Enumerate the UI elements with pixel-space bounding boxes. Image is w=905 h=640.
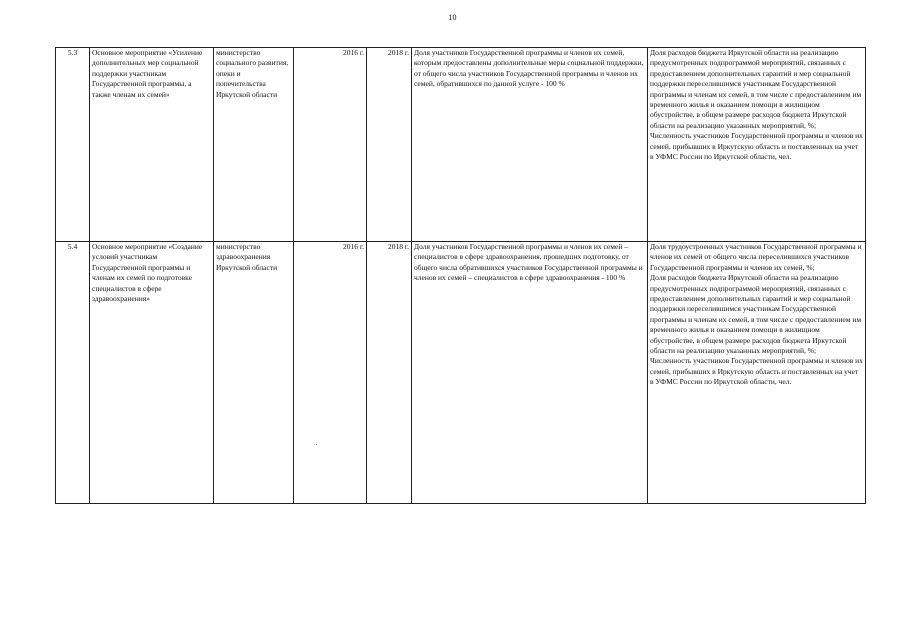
expected-result: Доля участников Государственной программы и членов их семей – специалистов в сфере здравоохранения, прошедших подготовку, от общего числа обратившихся участников Государственной программы и членов их семей – специалистов в сфере здравоохранения - 100 % — [412, 242, 648, 504]
table-row — [56, 242, 866, 504]
table-row — [56, 48, 866, 242]
executor: министерство здравоохранения Иркутской области — [214, 242, 294, 504]
event-name: Основное мероприятие «Создание условий участникам Государственной программы и членам их семей по подготовке специалистов в сфере здравоохранения» — [90, 242, 214, 504]
event-name: Основное мероприятие «Усиление дополнительных мер социальной поддержки участникам Государственной программы, а также членам их семей» — [90, 48, 214, 242]
indicator: Доля расходов бюджета Иркутской области на реализацию предусмотренных подпрограммой мероприятий, связанных с предоставлением дополнительных гарантий и мер социальной поддержки переселившимся участникам Государственной программы и членам их семей, в том числе с предоставлением им временного жилья и оказанием помощи в жилищном обустройстве, в общем размере расходов бюджета Иркутской области на реализацию указанных мероприятий, %; — [650, 273, 862, 356]
end-year: 2018 г. — [367, 48, 412, 242]
end-year: 2018 г. — [367, 242, 412, 504]
indicators-cell — [648, 48, 866, 242]
indicator: Доля расходов бюджета Иркутской области на реализацию предусмотренных подпрограммой мероприятий, связанных с предоставлением дополнительных гарантий и мер социальной поддержки переселившимся участникам Государственной программы и членам их семей, в том числе с предоставлением им временного жилья и оказанием помощи в жилищном обустройстве, в общем размере расходов бюджета Иркутской области на реализацию указанных мероприятий, %; — [650, 48, 862, 130]
expected-result: Доля участников Государственной программы и членов их семей, которым предоставлены дополнительные меры социальной поддержки, от общего числа участников Государственной программы и членов их семей, обратившихся по данной услуге - 100 % — [412, 48, 648, 242]
start-year: 2016 г. — [294, 48, 367, 242]
indicator: Доля трудоустроенных участников Государственной программы и членов их семей от общего числа переселившихся участников Государственной программы и членов их семей, %; — [650, 242, 862, 272]
indicator: Численность участников Государственной программы и членов их семей, прибывших в Иркутскую область и поставленных на учет в УФМС России по Иркутской области, чел. — [650, 131, 863, 162]
page-number: 10 — [448, 13, 457, 22]
program-table — [55, 47, 866, 504]
row-number: 5.3 — [56, 48, 90, 242]
indicators-cell — [648, 242, 866, 504]
executor: министерство социального развития, опеки и попечительства Иркутской области — [214, 48, 294, 242]
start-year: 2016 г. — [294, 242, 367, 504]
scan-speck — [316, 444, 317, 445]
indicator: Численность участников Государственной программы и членов их семей, прибывших в Иркутскую область и поставленных на учет в УФМС России по Иркутской области, чел. — [650, 356, 863, 387]
row-number: 5.4 — [56, 242, 90, 504]
